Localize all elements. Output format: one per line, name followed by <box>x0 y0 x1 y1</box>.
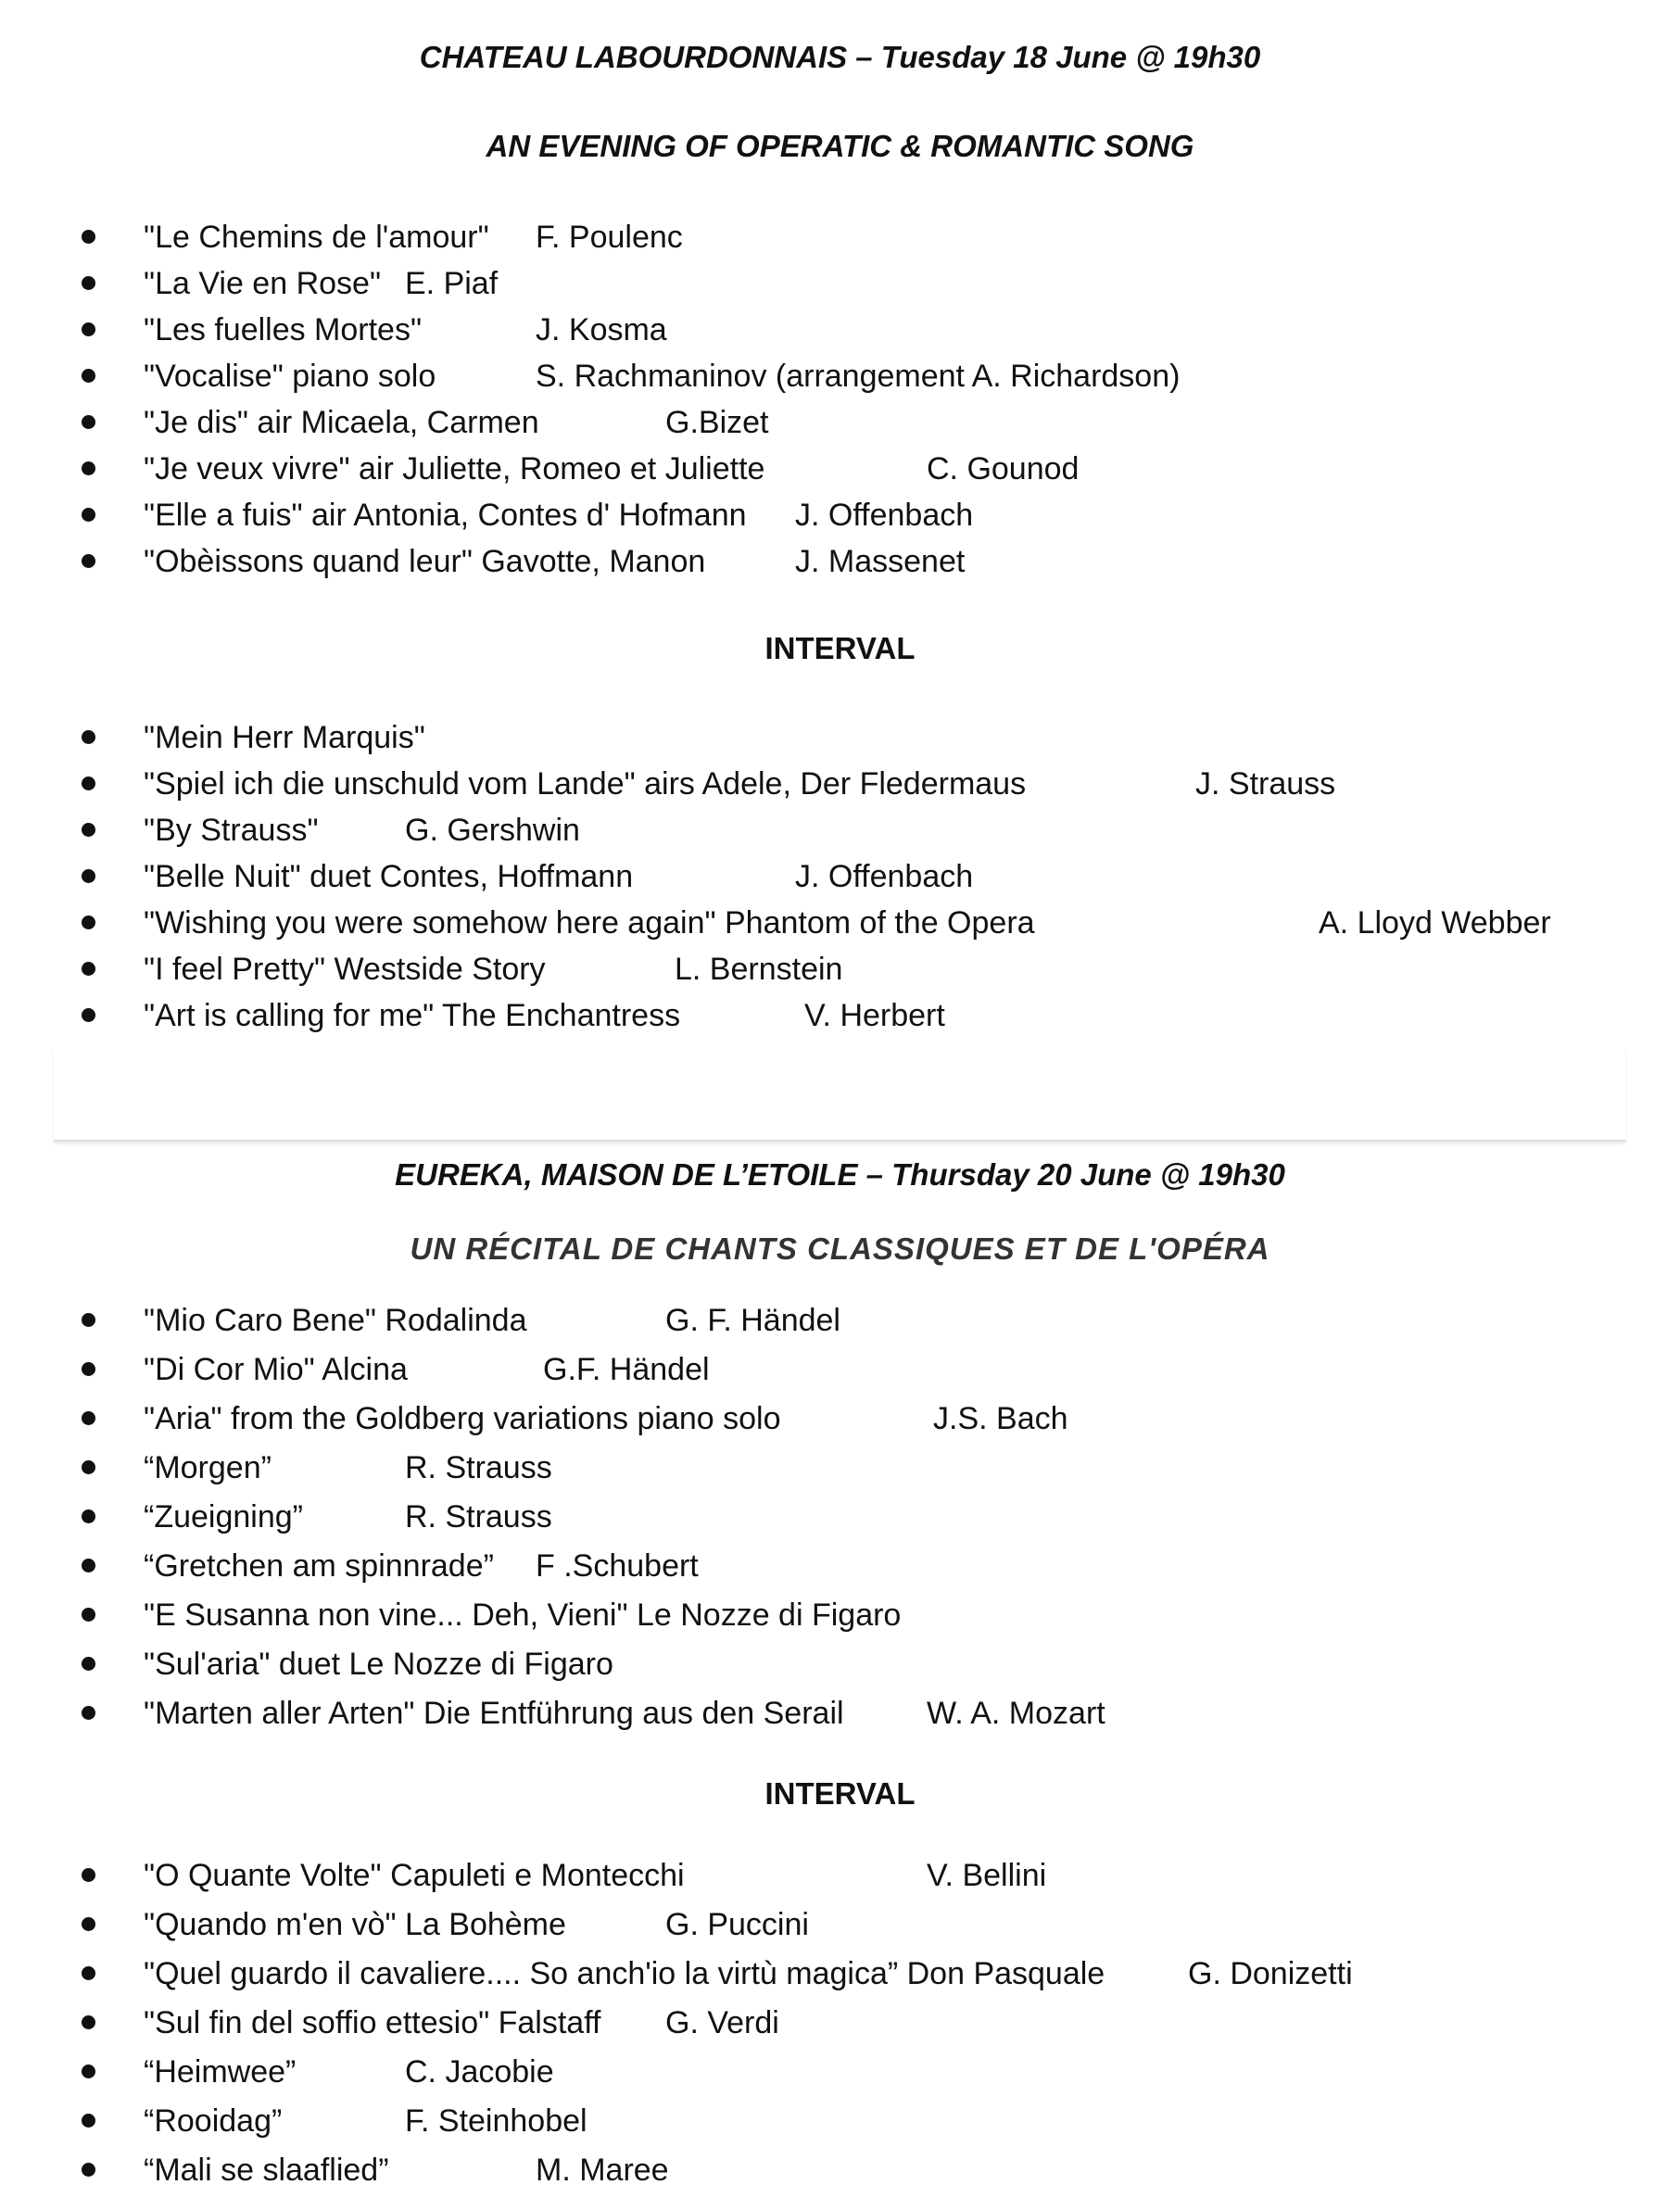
piece-title: "O Quante Volte" Capuleti e Montecchi <box>144 1858 685 1893</box>
piece-title: "E Susanna non vine... Deh, Vieni" Le Nozze di Figaro <box>144 1598 902 1633</box>
bullet-icon <box>82 1706 95 1720</box>
piece-composer: G. F. Händel <box>665 1303 840 1338</box>
piece-composer: V. Herbert <box>804 998 945 1033</box>
bullet-icon <box>82 276 95 290</box>
bullet-icon <box>82 777 95 790</box>
list-item <box>0 1641 1680 1687</box>
list-item <box>0 2000 1680 2046</box>
piece-composer: C. Gounod <box>927 451 1080 486</box>
piece-composer: J. Kosma <box>536 312 667 347</box>
bullet-icon <box>82 1966 95 1980</box>
piece-title: "Vocalise" piano solo <box>144 359 436 394</box>
piece-composer: J.S. Bach <box>933 1401 1068 1436</box>
bullet-icon <box>82 508 95 522</box>
list-item <box>0 853 1680 900</box>
list-item <box>0 900 1680 946</box>
bullet-icon <box>82 1008 95 1022</box>
list-item <box>0 492 1680 538</box>
bullet-icon <box>82 230 95 244</box>
bullet-icon <box>82 869 95 883</box>
page-divider <box>54 1047 1625 1142</box>
piece-title: "Spiel ich die unschuld vom Lande" airs Adele, Der Fledermaus <box>144 766 1027 802</box>
list-item <box>0 992 1680 1039</box>
piece-title: "Wishing you were somehow here again" Phantom of the Opera <box>144 905 1035 941</box>
bullet-icon <box>82 2163 95 2177</box>
bullet-icon <box>82 1411 95 1425</box>
piece-composer: G.Bizet <box>665 405 769 440</box>
list-item <box>0 1445 1680 1491</box>
piece-title: "Aria" from the Goldberg variations piano solo <box>144 1401 781 1436</box>
bullet-icon <box>82 461 95 475</box>
list-item <box>0 946 1680 992</box>
concert1-subheading: AN EVENING OF OPERATIC & ROMANTIC SONG <box>486 129 1194 163</box>
piece-title: "Les fuelles Mortes" <box>144 312 423 347</box>
piece-title: "By Strauss" <box>144 813 319 848</box>
list-item <box>0 1852 1680 1899</box>
bullet-icon <box>82 730 95 744</box>
bullet-icon <box>82 1362 95 1376</box>
piece-title: "Art is calling for me" The Enchantress <box>144 998 681 1033</box>
bullet-icon <box>82 1559 95 1572</box>
list-item <box>0 214 1680 260</box>
bullet-icon <box>82 1509 95 1523</box>
bullet-icon <box>82 1608 95 1622</box>
piece-title: "I feel Pretty" Westside Story <box>144 952 546 987</box>
bullet-icon <box>82 415 95 429</box>
piece-composer: J. Offenbach <box>795 498 974 533</box>
piece-title: "Obèissons quand leur" Gavotte, Manon <box>144 544 706 579</box>
bullet-icon <box>82 322 95 336</box>
bullet-icon <box>82 369 95 383</box>
piece-composer: G. Verdi <box>665 2005 779 2040</box>
list-item <box>0 260 1680 307</box>
list-item <box>0 807 1680 853</box>
bullet-icon <box>82 1868 95 1882</box>
bullet-icon <box>82 2015 95 2029</box>
piece-title: "Mio Caro Bene" Rodalinda <box>144 1303 527 1338</box>
piece-title: "Je dis" air Micaela, Carmen <box>144 405 539 440</box>
list-item <box>0 2098 1680 2144</box>
piece-title: “Rooidag” <box>144 2103 283 2139</box>
piece-composer: G. Puccini <box>665 1907 809 1942</box>
list-item <box>0 1395 1680 1442</box>
piece-title: “Heimwee” <box>144 2054 297 2090</box>
list-item <box>0 761 1680 807</box>
list-item <box>0 1543 1680 1589</box>
bullet-icon <box>82 1917 95 1931</box>
bullet-icon <box>82 2114 95 2128</box>
piece-title: "Di Cor Mio" Alcina <box>144 1352 408 1387</box>
list-item <box>0 399 1680 446</box>
bullet-icon <box>82 1313 95 1327</box>
list-item <box>0 1297 1680 1344</box>
piece-composer: L. Bernstein <box>675 952 843 987</box>
list-item <box>0 1951 1680 1997</box>
concert2-subheading: UN RÉCITAL DE CHANTS CLASSIQUES ET DE L'OPÉRA <box>410 1231 1270 1266</box>
piece-title: "Mein Herr Marquis" <box>144 720 425 755</box>
concert2-interval: INTERVAL <box>764 1776 916 1811</box>
piece-composer: G.F. Händel <box>543 1352 710 1387</box>
list-item <box>0 1690 1680 1736</box>
bullet-icon <box>82 823 95 837</box>
piece-title: "Marten aller Arten" Die Entführung aus den Serail <box>144 1696 844 1731</box>
piece-composer: W. A. Mozart <box>927 1696 1105 1731</box>
piece-composer: V. Bellini <box>927 1858 1047 1893</box>
piece-composer: F .Schubert <box>536 1548 699 1584</box>
piece-composer: C. Jacobie <box>405 2054 554 2090</box>
bullet-icon <box>82 1657 95 1671</box>
piece-composer: J. Offenbach <box>795 859 974 894</box>
piece-composer: A. Lloyd Webber <box>1319 905 1551 941</box>
bullet-icon <box>82 962 95 976</box>
piece-title: "Belle Nuit" duet Contes, Hoffmann <box>144 859 634 894</box>
piece-title: "La Vie en Rose" <box>144 266 382 301</box>
bullet-icon <box>82 916 95 929</box>
list-item <box>0 2147 1680 2193</box>
piece-title: “Mali se slaaflied” <box>144 2153 389 2188</box>
piece-title: “Gretchen am spinnrade” <box>144 1548 494 1584</box>
piece-title: "Quel guardo il cavaliere.... So anch'io la virtù magica” Don Pasquale <box>144 1956 1105 1991</box>
bullet-icon <box>82 554 95 568</box>
piece-composer: F. Poulenc <box>536 220 683 255</box>
list-item <box>0 353 1680 399</box>
list-item <box>0 1901 1680 1948</box>
piece-composer: S. Rachmaninov (arrangement A. Richardson) <box>536 359 1181 394</box>
concert1-heading: CHATEAU LABOURDONNAIS – Tuesday 18 June @ 19h30 <box>419 40 1261 74</box>
piece-title: "Je veux vivre" air Juliette, Romeo et Juliette <box>144 451 765 486</box>
list-item <box>0 1494 1680 1540</box>
piece-title: "Sul fin del soffio ettesio" Falstaff <box>144 2005 601 2040</box>
concert2-heading: EUREKA, MAISON DE L’ETOILE – Thursday 20 June @ 19h30 <box>395 1157 1285 1192</box>
piece-title: "Le Chemins de l'amour" <box>144 220 489 255</box>
piece-composer: R. Strauss <box>405 1450 552 1485</box>
piece-title: "Sul'aria" duet Le Nozze di Figaro <box>144 1647 613 1682</box>
bullet-icon <box>82 2065 95 2078</box>
list-item <box>0 538 1680 585</box>
list-item <box>0 1346 1680 1393</box>
concert1-interval: INTERVAL <box>764 631 916 665</box>
piece-composer: E. Piaf <box>405 266 499 301</box>
piece-title: "Elle a fuis" air Antonia, Contes d' Hofmann <box>144 498 747 533</box>
piece-composer: J. Massenet <box>795 544 966 579</box>
list-item <box>0 307 1680 353</box>
piece-composer: R. Strauss <box>405 1499 552 1534</box>
piece-composer: F. Steinhobel <box>405 2103 587 2139</box>
piece-composer: G. Donizetti <box>1188 1956 1353 1991</box>
list-item <box>0 446 1680 492</box>
piece-title: "Quando m'en vò" La Bohème <box>144 1907 566 1942</box>
list-item <box>0 714 1680 761</box>
piece-title: “Zueigning” <box>144 1499 303 1534</box>
bullet-icon <box>82 1460 95 1474</box>
list-item <box>0 2049 1680 2095</box>
piece-title: “Morgen” <box>144 1450 272 1485</box>
piece-composer: J. Strauss <box>1195 766 1336 802</box>
piece-composer: M. Maree <box>536 2153 669 2188</box>
piece-composer: G. Gershwin <box>405 813 580 848</box>
list-item <box>0 1592 1680 1638</box>
